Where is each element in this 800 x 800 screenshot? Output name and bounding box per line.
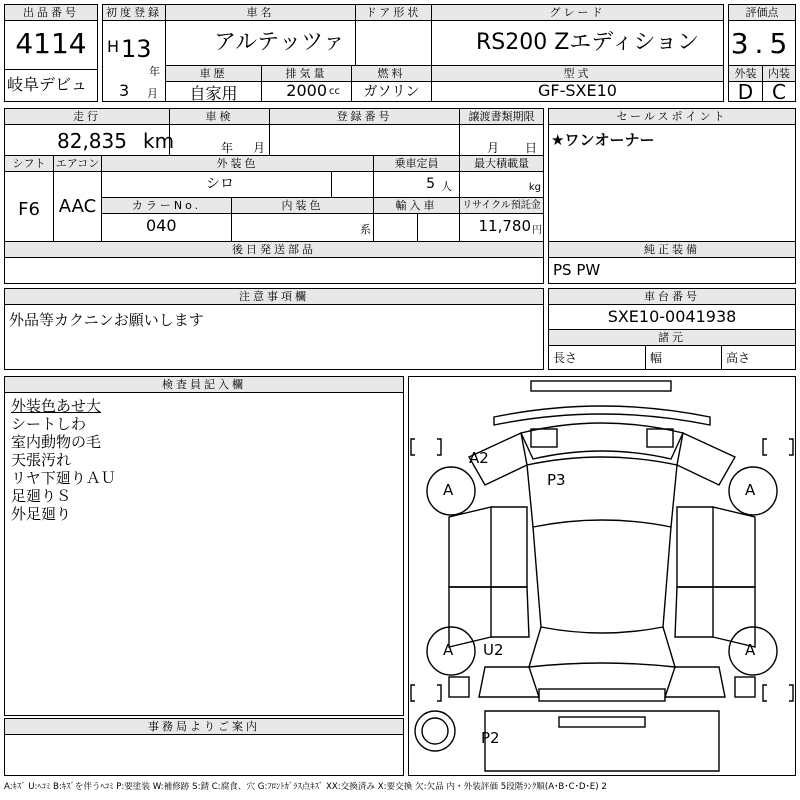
grade-label: グレード [431, 5, 723, 21]
damage-mark: P2 [481, 729, 500, 747]
era: H [107, 37, 120, 56]
mileage-unit: km [143, 129, 175, 153]
vehicle-header [102, 4, 724, 102]
door-label: ドア形状 [355, 5, 431, 21]
equip-label: 純正装備 [549, 241, 795, 258]
grade: RS200 Zエディション [431, 21, 723, 65]
disp-unit: cc [329, 86, 340, 97]
caution-box [4, 288, 544, 370]
recycle-unit: 円 [532, 225, 542, 236]
reg-label: 初度登録 [103, 5, 165, 21]
lot-number: 4114 [15, 27, 87, 60]
transfer-month: 月 [459, 125, 499, 155]
load-label: 最大積載量 [459, 155, 543, 172]
inspect-label: 車検 [169, 109, 269, 125]
sales-label: セールスポイント [549, 109, 795, 125]
later-label: 後日発送部品 [5, 241, 543, 258]
regno-value [269, 125, 459, 155]
inspector-line: シートしわ [11, 415, 87, 433]
fuel-label: 燃料 [351, 65, 431, 82]
intcolor-unit: 系 [231, 213, 373, 241]
wheel-mark-rl: A [443, 641, 454, 659]
chassis-label: 車台番号 [549, 289, 795, 305]
score-label: 評価点 [729, 5, 795, 21]
name-label: 車名 [165, 5, 355, 21]
ext-label: 外装 [729, 65, 762, 82]
seats: 5 [373, 171, 435, 197]
reg-month: 3 [119, 81, 130, 100]
mileage: 82,835 [57, 129, 127, 153]
office-box [4, 718, 404, 776]
regno-label: 登録番号 [269, 109, 459, 125]
car-outline [409, 377, 795, 775]
intcolor-label: 内装色 [231, 197, 373, 214]
transfer-label: 譲渡書類期限 [459, 109, 543, 125]
ext-grade: D [737, 80, 754, 104]
inspector-line: 天張汚れ [11, 451, 72, 469]
disp: 2000 [261, 81, 327, 101]
import-a [373, 213, 417, 241]
color: シロ [101, 171, 331, 197]
history: 自家用 [165, 81, 261, 101]
ac: AAC [53, 171, 101, 243]
venue: 岐阜デビュ [5, 69, 97, 101]
load-unit: kg [459, 171, 543, 197]
import-b [417, 213, 459, 241]
inspect-month: 月 [253, 141, 266, 155]
caution-label: 注意事項欄 [5, 289, 543, 305]
damage-mark: A2 [469, 449, 489, 467]
dims-label: 諸元 [549, 329, 795, 346]
dims-len: 長さ [549, 345, 645, 369]
wheel-mark-fr: A [745, 481, 756, 499]
wheel-mark-fl: A [443, 481, 454, 499]
seats-label: 乗車定員 [373, 155, 459, 172]
inspector-box [4, 376, 404, 716]
inspector-line: 外装色あせ大 [11, 397, 102, 415]
score-box [728, 4, 796, 102]
color-extra [331, 171, 373, 197]
equip: PS PW [553, 261, 601, 279]
door [355, 21, 431, 65]
color-label: 外装色 [101, 155, 373, 172]
inspect-year: 年 [169, 125, 233, 155]
office-label: 事務局よりご案内 [5, 719, 403, 735]
fuel: ガソリン [351, 81, 431, 101]
lot-label: 出品番号 [5, 5, 97, 21]
sales: ★ワンオーナー [551, 131, 655, 149]
score: 3.5 [730, 27, 794, 60]
import-label: 輸入車 [373, 197, 459, 214]
history-label: 車歴 [165, 65, 261, 82]
disp-label: 排気量 [261, 65, 351, 82]
damage-mark: P3 [547, 471, 566, 489]
lot-box [4, 4, 98, 102]
seats-unit: 人 [441, 180, 452, 193]
model: GF-SXE10 [431, 81, 723, 101]
chassis-box [548, 288, 796, 370]
recycle-label: リサイクル預託金 [459, 197, 543, 214]
damage-mark: U2 [483, 641, 504, 659]
int-label: 内装 [762, 65, 795, 82]
inspector-line: 室内動物の毛 [11, 433, 102, 451]
model-label: 型式 [431, 65, 723, 82]
colorno-label: カラーNo. [101, 197, 231, 214]
chassis: SXE10-0041938 [607, 307, 737, 326]
inspector-line: 足廻りＳ [11, 487, 72, 505]
colorno: 040 [101, 213, 231, 241]
inspector-label: 検査員記入欄 [5, 377, 403, 393]
ac-label: エアコン [53, 155, 101, 172]
inspector-line: 外足廻り [11, 505, 72, 523]
car-diagram [408, 376, 796, 776]
int-grade: C [762, 80, 795, 101]
wheel-mark-rr: A [745, 641, 756, 659]
reg-year-unit: 年 [149, 65, 160, 78]
inspector-line: リヤ下廻りＡＵ [11, 469, 116, 487]
dims-wid: 幅 [645, 345, 721, 369]
reg-month-unit: 月 [147, 87, 158, 100]
legend: A:ｷｽﾞ U:ﾍｺﾐ B:ｷｽﾞを伴うﾍｺﾐ P:要塗装 W:補修跡 S:錆 C:腐食、穴 G:ﾌﾛﾝﾄｶﾞﾗｽ点ｷｽﾞ XX:交換済み X:要交換 欠:欠品 内・外装評価 5段階ﾗﾝｸ順(A･B･C･D･E) 2 [4, 782, 607, 792]
shift: F6 [18, 199, 40, 220]
caution: 外品等カクニンお願いします [9, 311, 204, 329]
recycle: 11,780 [459, 213, 531, 241]
transfer-day: 日 [525, 141, 538, 155]
mileage-block [4, 108, 544, 284]
shift-label: シフト [5, 155, 53, 172]
car-name: アルテッツァ [165, 21, 355, 65]
dims-hgt: 高さ [721, 345, 795, 369]
mileage-label: 走行 [5, 109, 169, 125]
inspector-lines [11, 397, 116, 523]
sales-box [548, 108, 796, 284]
reg-year: 13 [121, 35, 152, 63]
